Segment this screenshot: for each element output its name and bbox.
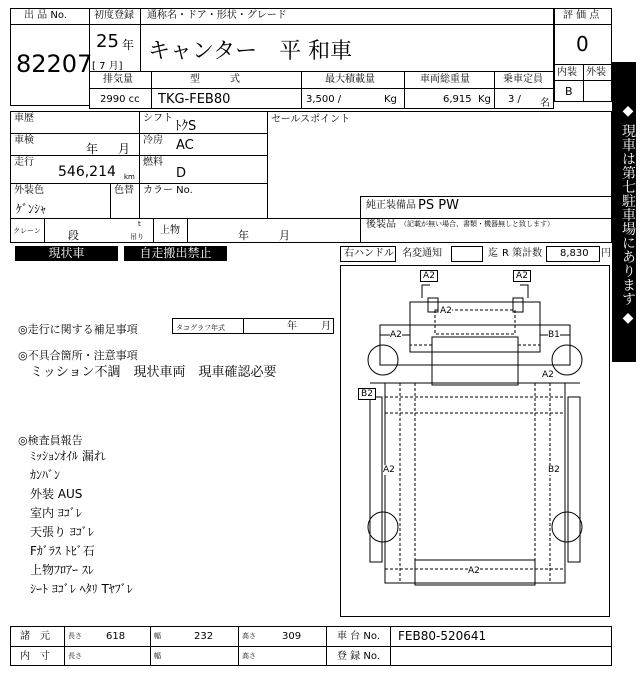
equipment-value: PS PW — [418, 198, 459, 213]
truck-diagram — [340, 265, 610, 617]
crane-t: t — [138, 220, 141, 228]
gross-weight-label: 車両総重量 — [420, 74, 470, 85]
upper-year: 年 — [238, 229, 249, 242]
lot-no-label: 出 品 No. — [24, 10, 67, 21]
max-load-unit: Kg — [384, 94, 397, 105]
registration-label: 登 録 No. — [337, 651, 380, 662]
length-value: 618 — [106, 631, 126, 642]
defects-title: ◎不具合箇所・注意事項 — [18, 349, 138, 362]
damage-tag: A2 — [468, 566, 480, 576]
damage-tag: A2 — [390, 330, 402, 340]
max-load: 3,500 / — [306, 94, 342, 105]
height-label: 高さ — [242, 632, 256, 640]
model-type-label: 型 式 — [190, 74, 240, 85]
damage-tag: A2 — [513, 270, 531, 282]
report-line: 室内 ﾖｺﾞﾚ — [30, 506, 82, 520]
history-label: 車歴 — [14, 113, 34, 124]
interior-dims-label: 内 寸 — [20, 651, 50, 662]
report-line: Fｶﾞﾗｽ ﾄﾋﾞ石 — [30, 544, 95, 558]
fuel-value: D — [176, 166, 187, 181]
report-title: ◎検査員報告 — [18, 434, 83, 447]
shift-value: ﾄｸS — [175, 119, 197, 134]
shaken-label: 迄 — [488, 248, 498, 259]
equipment-label: 純正装備品 — [366, 200, 416, 211]
width-label: 幅 — [154, 632, 161, 640]
interior-score-label: 内装 — [557, 67, 577, 78]
damage-tag: A2 — [420, 270, 438, 282]
current-car-badge: 現状車 — [15, 246, 118, 261]
crane-steps: 段 — [68, 229, 79, 242]
score-value: 0 — [576, 32, 589, 56]
odometer-unit: 円 — [601, 248, 611, 259]
aircon-value: AC — [176, 138, 194, 153]
damage-tag: A2 — [542, 370, 554, 380]
inspection-month: 月 — [118, 142, 131, 156]
length-label: 長さ — [68, 632, 82, 640]
tacho-label: タコグラフ年式 — [176, 324, 225, 332]
damage-tag: B2 — [548, 465, 560, 475]
mileage-unit: km — [124, 173, 135, 181]
tacho-year: 年 — [287, 321, 297, 332]
report-line: ｶﾝﾊﾞﾝ — [30, 468, 61, 482]
displacement-label: 排気量 — [103, 74, 133, 85]
odometer-value: 8,830 — [560, 248, 589, 259]
reg-year: 25 — [96, 31, 119, 52]
gross-weight-unit: Kg — [478, 94, 491, 105]
score-label: 評 価 点 — [563, 10, 600, 21]
gross-weight: 6,915 — [443, 94, 472, 105]
report-line: 天張り ﾖｺﾞﾚ — [30, 525, 94, 539]
upper-label: 上物 — [160, 225, 180, 236]
color-value: ｹﾞﾝｼｬ — [16, 202, 47, 216]
steering-label: 右ハンドル — [344, 248, 394, 259]
reg-year-unit: 年 — [122, 38, 135, 52]
fuel-label: 燃料 — [143, 157, 163, 168]
mileage-value: 546,214 — [58, 164, 116, 180]
crane-label: クレーン — [13, 227, 41, 235]
in-width-label: 幅 — [154, 652, 161, 660]
shift-label: シフト — [143, 113, 173, 124]
report-line: 外装 AUS — [30, 487, 83, 501]
aircon-label: 冷房 — [143, 135, 163, 146]
damage-tag: A2 — [440, 306, 452, 316]
damage-tag: B1 — [548, 330, 560, 340]
color-code-label: カラー No. — [143, 185, 193, 196]
lot-no: 82207 — [16, 50, 93, 78]
interior-score: B — [565, 85, 573, 98]
model-name-label: 通称名・ドア・形状・グレード — [147, 10, 287, 21]
dims-label: 諸 元 — [20, 631, 50, 642]
inspection-year: 年 — [86, 142, 99, 156]
aftermarket-label: 後装品 — [366, 219, 396, 230]
chassis-value: FEB80-520641 — [398, 629, 487, 643]
aftermarket-note: （記載が無い場合、書類・機器無しと致します） — [400, 220, 554, 228]
damage-tag: A2 — [383, 465, 395, 475]
sales-point-label: セールスポイント — [271, 114, 351, 125]
height-value: 309 — [282, 631, 302, 642]
crane-suspend: 吊り — [130, 233, 144, 241]
color-change-label: 色替 — [114, 185, 134, 196]
name-change-box — [451, 246, 483, 262]
chassis-label: 車 台 No. — [337, 631, 380, 642]
supplement-title: ◎走行に関する補足事項 — [18, 323, 138, 336]
model-name: キャンター 平 和車 — [148, 39, 353, 64]
capacity-label: 乗車定員 — [503, 74, 543, 85]
report-line: 上物ﾌﾛｱｰ ｽﾚ — [30, 563, 94, 577]
odometer-label: R 策計数 — [502, 248, 543, 259]
in-height-label: 高さ — [242, 652, 256, 660]
first-reg-label: 初度登録 — [94, 10, 134, 21]
damage-tag: B2 — [358, 388, 376, 400]
inspection-label: 車検 — [14, 135, 34, 146]
mileage-label: 走行 — [14, 157, 34, 168]
capacity: 3 / — [508, 94, 521, 105]
reg-month: [ 7 月] — [92, 61, 123, 72]
capacity-unit: 名 — [540, 98, 550, 109]
self-propelled-badge: 自走搬出禁止 — [124, 246, 227, 261]
upper-month: 月 — [279, 229, 290, 242]
report-line: ｼｰﾄ ﾖｺﾞﾚ ﾍﾀﾘ Tﾔﾌﾞﾚ — [30, 582, 133, 596]
exterior-score-label: 外装 — [586, 67, 606, 78]
defects-text: ミッション不調 現状車両 現車確認必要 — [30, 365, 277, 380]
location-banner: ◆ 現車は第七駐車場にあります ◆ — [612, 62, 636, 362]
max-load-label: 最大積載量 — [325, 74, 375, 85]
width-value: 232 — [194, 631, 214, 642]
color-label: 外装色 — [14, 185, 44, 196]
displacement: 2990 cc — [100, 94, 140, 105]
in-length-label: 長さ — [68, 652, 82, 660]
report-line: ﾐｯｼｮﾝｵｲﾙ 漏れ — [30, 449, 106, 463]
name-change-label: 名変通知 — [402, 248, 442, 259]
tacho-month: 月 — [321, 321, 331, 332]
model-type: TKG-FEB80 — [158, 92, 231, 107]
